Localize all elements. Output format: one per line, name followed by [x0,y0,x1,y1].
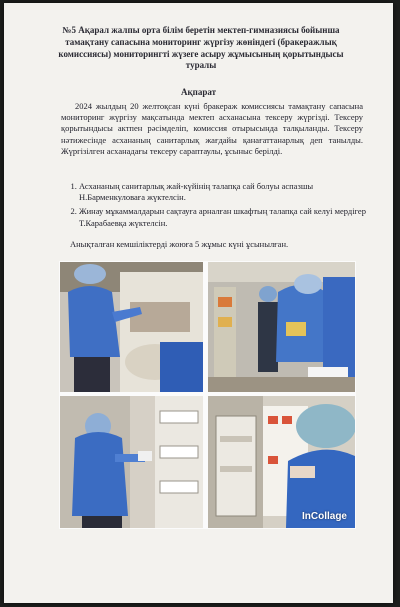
body-paragraph-text: 2024 жылдың 20 желтоқсан күні бракераж комиссиясы тамақтану сапасына мониторинг жүргізу мақсатында мектеп асханасына тексеру жүргізді. Тексеру қорытындысы актпен рәсімделіп, комиссия отырысында талқыланды. Тексеру нәтижесінде асхананың санитарлық жағдайы қанағаттанарлық деп танылды. Жүргізілген асханадағы тексеру сараптаулы, ұсыныс берілді. [61,101,363,156]
list-item: 2. Жинау мұкаммалдарын сақтауға арналған шкафтың талапқа сай келуі мердігер Т.Карабаевқа жүктелсін. [79,206,375,228]
photo-staff-in-kitchen [208,262,355,392]
photo-collage [59,261,356,529]
photo-staff-with-bread [60,262,203,392]
list-item: 1. Асхананың санитарлық жай-күйінің талапқа сай болуы аспазшы Н.Барменкуловаға жүктелсін. [79,181,375,203]
body-paragraph [61,101,363,157]
document-title: №5 Ақарал жалпы орта білім беретін мектеп-гимназиясы бойынша тамақтану сапасына мониторинг жүргізу жөніндегі (бракеражлық комиссиясы) мониторингті жүзеге асыру жұмысының қорытындысы туралы [58,25,344,71]
document-page [4,3,393,603]
photo-staff-at-fridge [208,396,355,528]
document-subtitle: Ақпарат [180,87,217,97]
photo-staff-at-shelves [60,396,203,528]
deadline-note: Анықталған кемшіліктерді жоюға 5 жұмыс күні ұсынылған. [70,239,289,249]
recommendation-list [63,181,375,232]
collage-watermark: InCollage [301,511,347,522]
